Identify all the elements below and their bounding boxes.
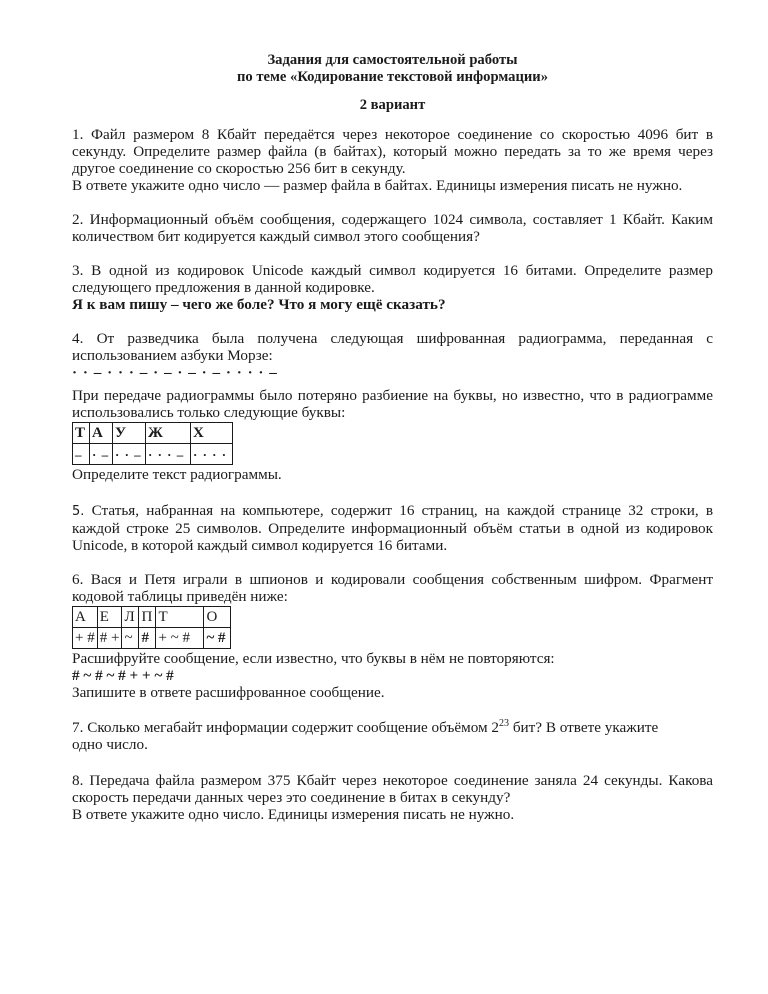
task-5-number: 5. bbox=[72, 504, 85, 519]
task-2 bbox=[72, 211, 713, 245]
morse-code-cell: – bbox=[73, 444, 90, 465]
task-7-exponent: 23 bbox=[499, 717, 510, 729]
task-6-text: 6. Вася и Петя играли в шпионов и кодировали сообщения собственным шифром. Фрагмент кодовой таблицы приведён ниже: bbox=[72, 571, 713, 605]
morse-letter-cell: У bbox=[113, 423, 146, 444]
task-2-text: 2. Информационный объём сообщения, содержащего 1024 символа, составляет 1 Кбайт. Каким количеством бит кодируется каждый символ этого сообщения? bbox=[72, 211, 713, 245]
cipher-code-cell: ~ # bbox=[204, 628, 231, 649]
task-6 bbox=[72, 571, 713, 701]
task-7-text-after: бит? В ответе укажите одно число. bbox=[72, 719, 659, 753]
cipher-letter-cell: О bbox=[204, 607, 231, 628]
task-3-text: 3. В одной из кодировок Unicode каждый символ кодируется 16 битами. Определите размер следующего предложения в данной кодировке. bbox=[72, 262, 713, 296]
task-7-text-before: 7. Сколько мегабайт информации содержит сообщение объёмом 2 bbox=[72, 719, 500, 736]
task-7-text bbox=[72, 719, 672, 753]
task-3 bbox=[72, 262, 713, 313]
cipher-code-table bbox=[72, 606, 231, 649]
cipher-code-cell: ~ bbox=[122, 628, 139, 649]
morse-code-cell: · – bbox=[90, 444, 113, 465]
cipher-letter-cell: Е bbox=[97, 607, 122, 628]
task-6-message: # ~ # ~ # + + ~ # bbox=[72, 667, 174, 684]
task-6-answer-note: Запишите в ответе расшифрованное сообщение. bbox=[72, 684, 385, 701]
morse-codes-row bbox=[73, 444, 233, 465]
morse-letters-row bbox=[73, 423, 233, 444]
task-4-text: 4. От разведчика была получена следующая шифрованная радиограмма, переданная с использованием азбуки Морзе: bbox=[72, 330, 713, 364]
cipher-code-cell: # + bbox=[97, 628, 122, 649]
task-3-sentence: Я к вам пишу – чего же боле? Что я могу ещё сказать? bbox=[72, 296, 446, 313]
morse-code-table bbox=[72, 422, 233, 465]
morse-letter-cell: Ж bbox=[146, 423, 191, 444]
task-4-question: Определите текст радиограммы. bbox=[72, 466, 282, 483]
task-7 bbox=[72, 719, 713, 753]
task-1 bbox=[72, 126, 713, 194]
morse-code-cell: · · · – bbox=[146, 444, 191, 465]
task-1-text: 1. Файл размером 8 Кбайт передаётся через некоторое соединение со скоростью 4096 бит в секунду. Определите размер файла (в байтах), который можно передать за то же время через другое соединение со скоростью 256 бит в секунду. bbox=[72, 126, 713, 177]
morse-letter-cell: Х bbox=[191, 423, 233, 444]
task-4 bbox=[72, 330, 713, 483]
cipher-code-cell: + ~ # bbox=[156, 628, 204, 649]
morse-letter-cell: Т bbox=[73, 423, 90, 444]
task-8 bbox=[72, 772, 713, 823]
document-title-line2: по теме «Кодирование текстовой информации» bbox=[236, 69, 549, 85]
cipher-letter-cell: Т bbox=[156, 607, 204, 628]
task-6-decode-text: Расшифруйте сообщение, если известно, что буквы в нём не повторяются: bbox=[72, 650, 555, 667]
document-page bbox=[72, 52, 713, 823]
task-5-body: Статья, набранная на компьютере, содержит 16 страниц, на каждой странице 32 строки, в каждой строке 25 символов. Определите информационный объём статьи в одной из кодировок Unicode, в которой каждый символ кодируется 16 битами. bbox=[72, 502, 713, 554]
cipher-letters-row bbox=[73, 607, 231, 628]
morse-letter-cell: А bbox=[90, 423, 113, 444]
morse-code-cell: · · · · bbox=[191, 444, 233, 465]
document-title-line1: Задания для самостоятельной работы bbox=[267, 52, 518, 68]
task-8-text: 8. Передача файла размером 375 Кбайт через некоторое соединение заняла 24 секунды. Какова скорость передачи данных через это соединение в битах в секунду? bbox=[72, 772, 713, 806]
task-5-text bbox=[72, 502, 713, 554]
cipher-code-cell: # bbox=[139, 628, 156, 649]
morse-code-cell: · · – bbox=[113, 444, 146, 465]
cipher-letter-cell: Л bbox=[122, 607, 139, 628]
task-4-morse-message: · · – · · · – · – · – · – · · · · – bbox=[72, 364, 278, 381]
cipher-letter-cell: А bbox=[73, 607, 98, 628]
cipher-code-cell: + # bbox=[73, 628, 98, 649]
task-8-note: В ответе укажите одно число. Единицы измерения писать не нужно. bbox=[72, 806, 515, 823]
cipher-codes-row bbox=[73, 628, 231, 649]
task-1-note: В ответе укажите одно число — размер файла в байтах. Единицы измерения писать не нужно. bbox=[72, 177, 683, 194]
variant-heading: 2 вариант bbox=[359, 97, 426, 113]
task-5 bbox=[72, 502, 713, 554]
task-4-text2: При передаче радиограммы было потеряно разбиение на буквы, но известно, что в радиограмме использовались только следующие буквы: bbox=[72, 387, 713, 421]
cipher-letter-cell: П bbox=[139, 607, 156, 628]
